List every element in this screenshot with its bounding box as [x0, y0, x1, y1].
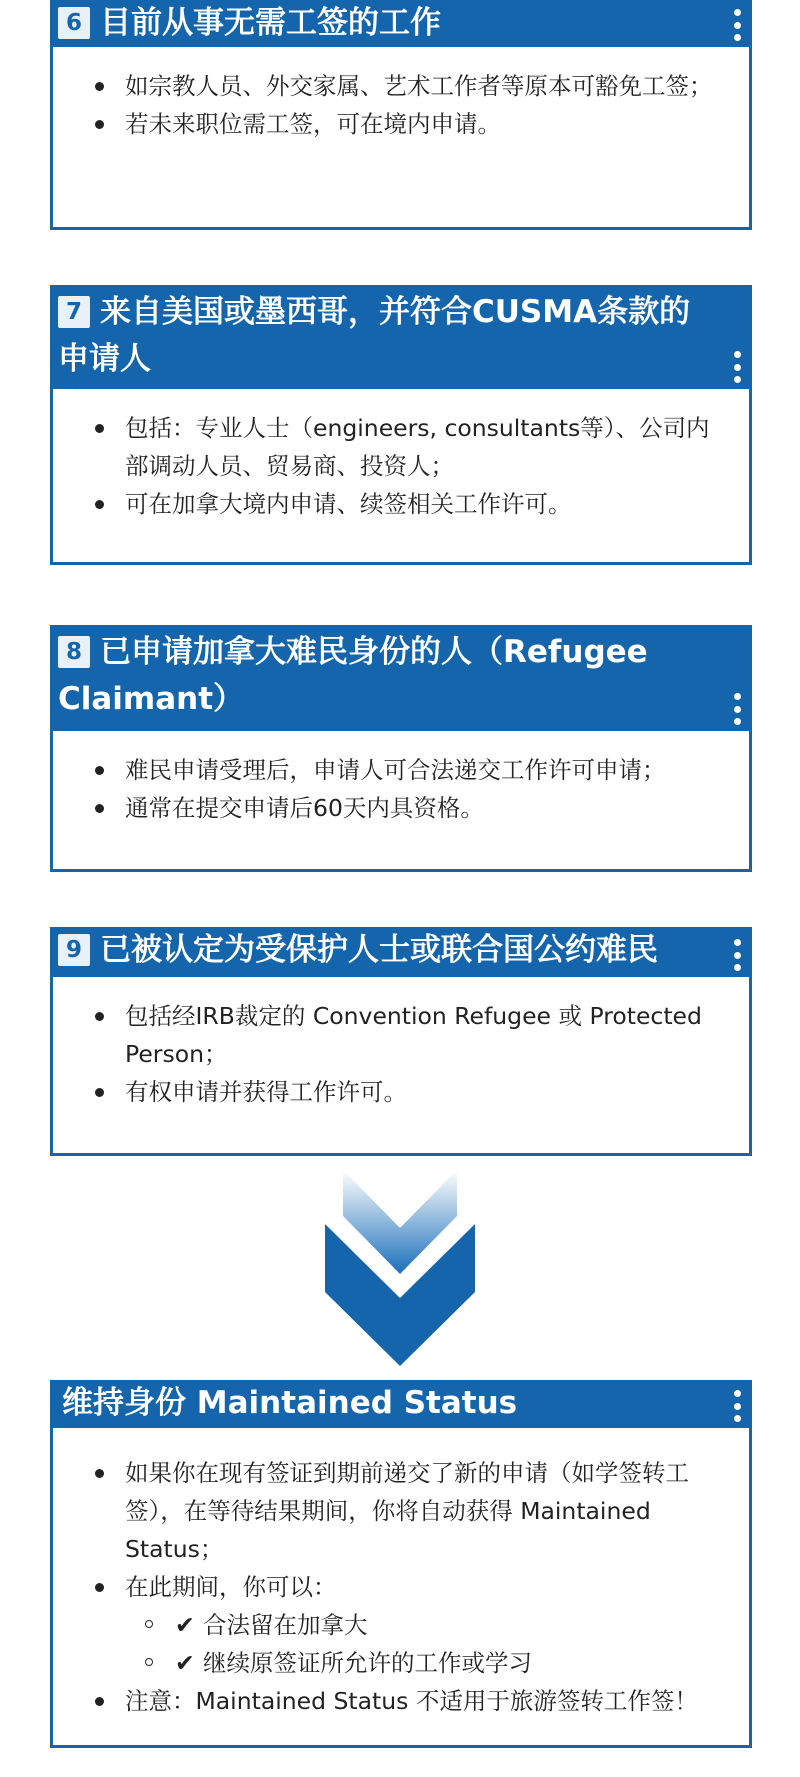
check-icon: ✔	[175, 1611, 195, 1639]
card-8-header	[50, 625, 752, 731]
maintained-status-list	[73, 1454, 727, 1720]
sub-list-item-text: 合法留在加拿大	[203, 1611, 368, 1639]
card-6-title	[58, 0, 708, 47]
kebab-menu-icon[interactable]	[732, 693, 742, 725]
list-item: 难民申请受理后，申请人可合法递交工作许可申请；	[73, 751, 727, 789]
list-item: 注意：Maintained Status 不适用于旅游签转工作签！	[73, 1682, 727, 1720]
card-7-title	[58, 289, 708, 383]
maintained-status-header	[50, 1380, 752, 1428]
list-item-text: 在此期间，你可以：	[125, 1573, 337, 1601]
list-item: 如宗教人员、外交家属、艺术工作者等原本可豁免工签；	[73, 67, 727, 105]
list-item: 可在加拿大境内申请、续签相关工作许可。	[73, 485, 727, 523]
card-7-number-badge: 7	[58, 296, 90, 328]
maintained-status-title: 维持身份 Maintained Status	[62, 1385, 518, 1421]
card-9-number-badge: 9	[58, 934, 90, 966]
card-9	[50, 927, 752, 1156]
card-9-title	[58, 927, 708, 974]
card-6-list	[73, 67, 727, 143]
card-9-header	[50, 927, 752, 977]
card-8-body	[50, 731, 752, 872]
list-item: 包括：专业人士（engineers, consultants等）、公司内部调动人员、贸易商、投资人；	[73, 409, 727, 485]
card-9-body	[50, 977, 752, 1156]
card-7	[50, 285, 752, 565]
card-8-title-text: 已申请加拿大难民身份的人（Refugee Claimant）	[58, 634, 648, 717]
list-item: 有权申请并获得工作许可。	[73, 1073, 727, 1111]
check-icon: ✔	[175, 1649, 195, 1677]
card-7-list	[73, 409, 727, 523]
card-7-body	[50, 389, 752, 565]
sub-list-item	[125, 1644, 727, 1682]
card-6-title-text: 目前从事无需工签的工作	[100, 5, 441, 41]
card-8-title	[58, 629, 708, 723]
kebab-menu-icon[interactable]	[732, 9, 742, 41]
sub-list-item-text: 继续原签证所允许的工作或学习	[203, 1649, 532, 1677]
card-9-title-text: 已被认定为受保护人士或联合国公约难民	[100, 932, 658, 968]
kebab-menu-icon[interactable]	[732, 1390, 742, 1422]
card-8-number-badge: 8	[58, 636, 90, 668]
sub-list-item	[125, 1606, 727, 1644]
card-7-title-text: 来自美国或墨西哥，并符合CUSMA条款的申请人	[58, 294, 691, 377]
card-6-header	[50, 0, 752, 47]
card-6-number-badge: 6	[58, 7, 90, 39]
maintained-status-body	[50, 1428, 752, 1748]
kebab-menu-icon[interactable]	[732, 939, 742, 971]
card-6	[50, 0, 752, 230]
list-item: 若未来职位需工签，可在境内申请。	[73, 105, 727, 143]
card-6-body	[50, 47, 752, 230]
card-7-header	[50, 285, 752, 389]
list-item: 包括经IRB裁定的 Convention Refugee 或 Protected Person；	[73, 997, 727, 1073]
kebab-menu-icon[interactable]	[732, 351, 742, 383]
card-8-list	[73, 751, 727, 827]
list-item: 如果你在现有签证到期前递交了新的申请（如学签转工签），在等待结果期间，你将自动获得 Maintained Status；	[73, 1454, 727, 1568]
card-9-list	[73, 997, 727, 1111]
card-8	[50, 625, 752, 872]
list-item	[73, 1568, 727, 1682]
list-item: 通常在提交申请后60天内具资格。	[73, 789, 727, 827]
maintained-status-card	[50, 1380, 752, 1748]
chevron-down-arrow-icon	[325, 1170, 475, 1370]
sub-list	[125, 1606, 727, 1682]
